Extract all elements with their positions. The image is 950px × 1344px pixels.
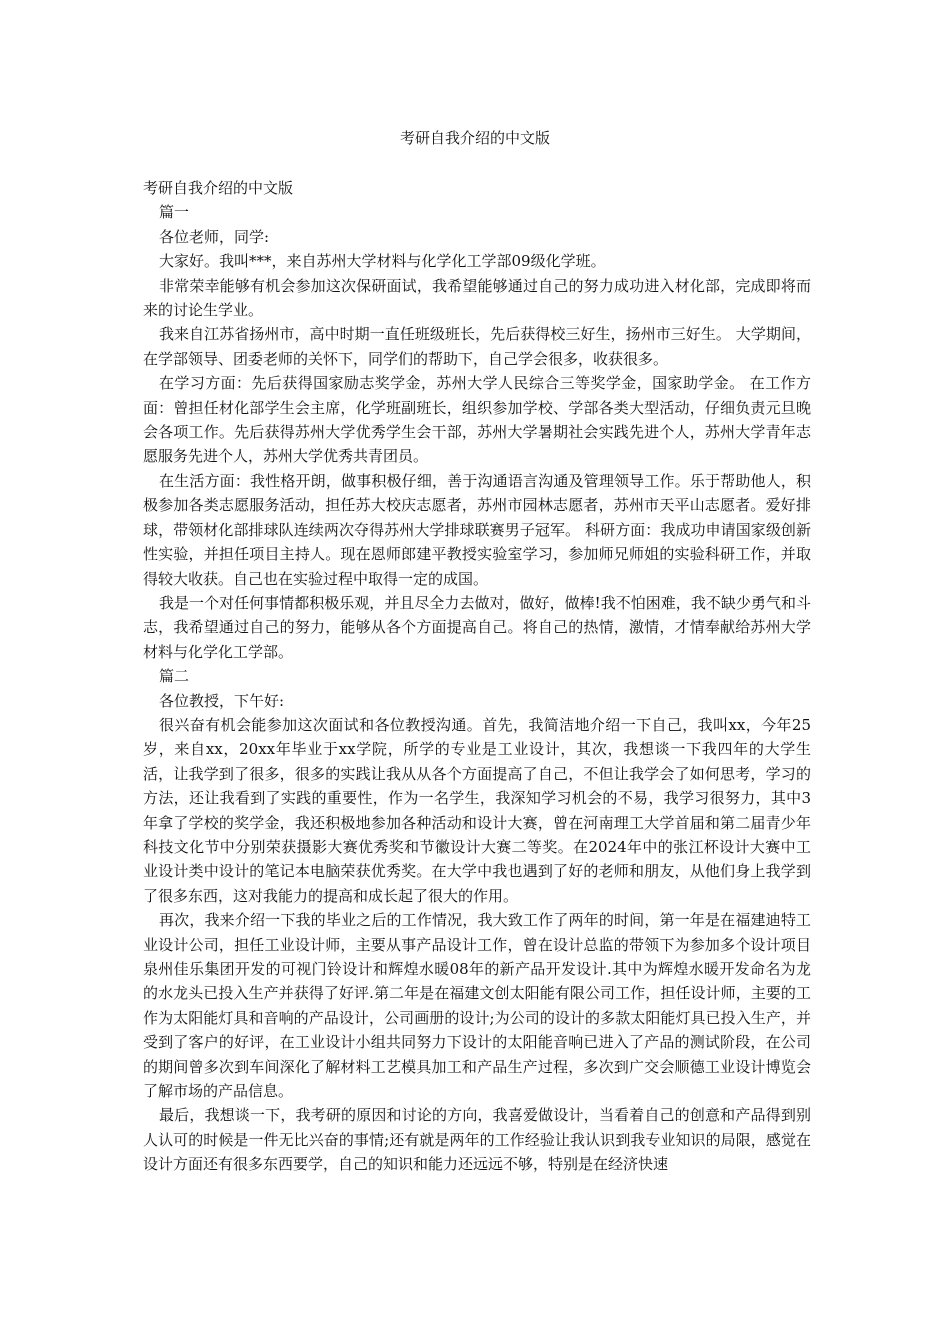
paragraph: 考研自我介绍的中文版 — [143, 179, 294, 197]
paragraph: 非常荣幸能够有机会参加这次保研面试，我希望能够通过自己的努力成功进入材化部，完成即将而来的讨论生学业。 — [143, 276, 811, 320]
paragraph: 在生活方面：我性格开朗，做事积极仔细，善于沟通语言沟通及管理领导工作。乐于帮助他人，积极参加各类志愿服务活动，担任苏大校庆志愿者，苏州市园林志愿者，苏州市天平山志愿者。爱好排球，带领材化部排球队连续两次夺得苏州大学排球联赛男子冠军。 科研方面：我成功申请国家级创新性实验，并担任项目主持人。现在恩师郎建平教授实验室学习，参加师兄师姐的实验科研工作，并取得较大收获。自己也在实验过程中取得一定的成国。 — [143, 471, 811, 588]
salutation: 各位老师，同学: — [159, 227, 270, 246]
paragraph: 大家好。我叫***，来自苏州大学材料与化学化工学部09级化学班。 — [159, 252, 606, 271]
paragraph: 我是一个对任何事情都积极乐观，并且尽全力去做对，做好，做棒!我不怕困难，我不缺少勇气和斗志，我希望通过自己的努力，能够从各个方面提高自己。将自己的热情，激情，才情奉献给苏州大学材料与化学化工学部。 — [143, 593, 811, 661]
paragraph: 在学习方面：先后获得国家励志奖学金，苏州大学人民综合三等奖学金，国家助学金。 在工作方面：曾担任材化部学生会主席，化学班副班长，组织参加学校、学部各类大型活动，仔细负责元旦晚会各项工作。先后获得苏州大学优秀学生会干部，苏州大学暑期社会实践先进个人，苏州大学青年志愿服务先进个人，苏州大学优秀共青团员。 — [143, 374, 811, 466]
document-body — [143, 176, 811, 1177]
paragraph: 再次，我来介绍一下我的毕业之后的工作情况，我大致工作了两年的时间，第一年是在福建迪特工业设计公司，担任工业设计师，主要从事产品设计工作，曾在设计总监的带领下为参加多个设计项目泉州佳乐集团开发的可视门铃设计和辉煌水暖08年的新产品开发设计.其中为辉煌水暖开发命名为龙的水龙头已投入生产并获得了好评.第二年是在福建文创太阳能有限公司工作，担任设计师，主要的工作为太阳能灯具和音响的产品设计，公司画册的设计;为公司的设计的多款太阳能灯具已投入生产，并受到了客户的好评，在工业设计小组共同努力下设计的太阳能音响已进入了产品的测试阶段，在公司的期间曾多次到车间深化了解材料工艺模具加工和产品生产过程，多次到广交会顺德工业设计博览会了解市场的产品信息。 — [143, 911, 811, 1101]
paragraph: 很兴奋有机会能参加这次面试和各位教授沟通。首先，我简洁地介绍一下自己，我叫xx，今年25岁，来自xx，20xx年毕业于xx学院，所学的专业是工业设计，其次，我想谈一下我四年的大学生活，让我学到了很多，很多的实践让我从从各个方面提高了自己，不但让我学会了如何思考，学习的方法，还让我看到了实践的重要性，作为一名学生，我深知学习机会的不易，我学习很努力，其中3年拿了学校的奖学金，我还积极地参加各种活动和设计大赛，曾在河南理工大学首届和第二届青少年科技文化节中分别荣获摄影大赛优秀奖和节徽设计大赛二等奖。在2024年中的张江杯设计大赛中工业设计类中设计的笔记本电脑荣获优秀奖。在大学中我也遇到了好的老师和朋友，从他们身上我学到了很多东西，这对我能力的提高和成长起了很大的作用。 — [143, 715, 811, 905]
paragraph: 最后，我想谈一下，我考研的原因和讨论的方向，我喜爱做设计，当看着自己的创意和产品得到别人认可的时候是一件无比兴奋的事情;还有就是两年的工作经验让我认识到我专业知识的局限，感觉在设计方面还有很多东西要学，自己的知识和能力还远远不够，特别是在经济快速 — [143, 1106, 811, 1174]
document-title: 考研自我介绍的中文版 — [399, 129, 550, 147]
salutation: 各位教授，下午好: — [159, 691, 285, 710]
section-heading: 篇二 — [159, 667, 190, 686]
paragraph: 我来自江苏省扬州市，高中时期一直任班级班长，先后获得校三好生，扬州市三好生。 大学期间，在学部领导、团委老师的关怀下，同学们的帮助下，自己学会很多，收获很多。 — [143, 325, 811, 368]
section-heading: 篇一 — [159, 203, 190, 222]
